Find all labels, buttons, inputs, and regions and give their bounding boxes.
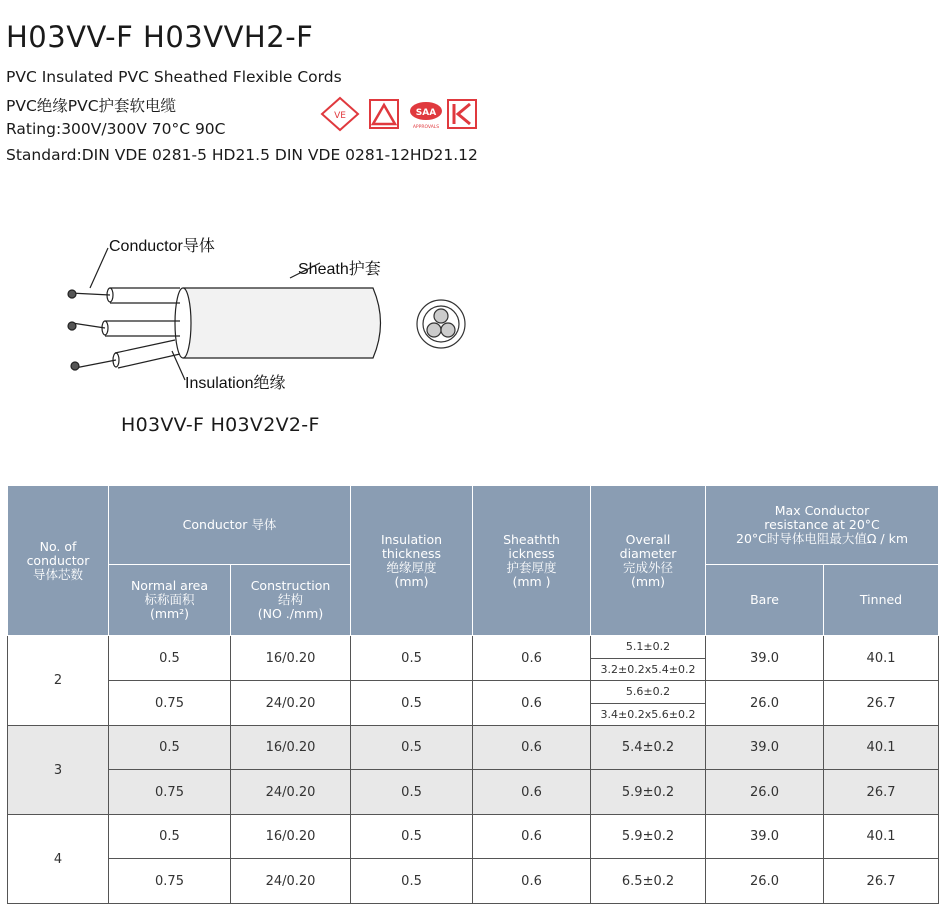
tinned-cell: 26.7 — [824, 681, 939, 726]
subtitle-chinese: PVC绝缘PVC护套软电缆 — [6, 97, 177, 115]
triangle-cert-icon — [370, 100, 398, 128]
construction-cell: 24/0.20 — [231, 859, 351, 904]
saa-cert-icon — [410, 102, 442, 130]
svg-text:VE: VE — [334, 111, 346, 121]
construction-cell: 16/0.20 — [231, 815, 351, 859]
tinned-cell: 40.1 — [824, 726, 939, 770]
cable-cross-section-icon — [417, 300, 465, 348]
insulation-cell: 0.5 — [351, 636, 473, 681]
table-row — [8, 681, 939, 726]
area-cell: 0.5 — [109, 636, 231, 681]
diameter-cell: 5.9±0.2 — [591, 770, 706, 815]
tinned-cell: 26.7 — [824, 770, 939, 815]
diameter-cell: 5.1±0.2 3.2±0.2x5.4±0.2 — [591, 636, 706, 681]
col-header-diameter: Overall diameter 完成外径 (mm) — [591, 486, 706, 636]
construction-cell: 16/0.20 — [231, 726, 351, 770]
col-header-construction: Construction 结构 (NO ./mm) — [231, 565, 351, 636]
sheath-cell: 0.6 — [473, 770, 591, 815]
bare-cell: 26.0 — [706, 681, 824, 726]
table-row — [8, 859, 939, 904]
bare-cell: 39.0 — [706, 636, 824, 681]
diameter-cell: 5.9±0.2 — [591, 815, 706, 859]
area-cell: 0.5 — [109, 726, 231, 770]
subtitle-english: PVC Insulated PVC Sheathed Flexible Cords — [6, 68, 342, 86]
svg-text:SAA: SAA — [415, 108, 437, 118]
sheath-cell: 0.6 — [473, 636, 591, 681]
page-title: H03VV-F H03VVH2-F — [6, 20, 314, 54]
sheath-cell: 0.6 — [473, 681, 591, 726]
tinned-cell: 40.1 — [824, 815, 939, 859]
col-header-bare: Bare — [706, 565, 824, 636]
table-row — [8, 636, 939, 681]
construction-cell: 24/0.20 — [231, 681, 351, 726]
tinned-cell: 26.7 — [824, 859, 939, 904]
bare-cell: 26.0 — [706, 859, 824, 904]
col-header-resistance: Max Conductor resistance at 20°C 20°C时导体电阻最大值Ω / km — [706, 486, 939, 565]
col-header-area: Normal area 标称面积 (mm²) — [109, 565, 231, 636]
table-row — [8, 815, 939, 859]
diameter-cell: 5.6±0.2 3.4±0.2x5.6±0.2 — [591, 681, 706, 726]
conductor-label: Conductor导体 — [109, 238, 215, 255]
col-header-cores: No. of conductor 导体芯数 — [8, 486, 109, 636]
insulation-cell: 0.5 — [351, 726, 473, 770]
sheath-label: Sheath护套 — [298, 261, 381, 278]
area-cell: 0.75 — [109, 770, 231, 815]
certification-logos — [320, 94, 490, 136]
col-header-tinned: Tinned — [824, 565, 939, 636]
kc-cert-icon — [448, 100, 476, 128]
diameter-cell: 5.4±0.2 — [591, 726, 706, 770]
cores-cell: 2 — [8, 636, 109, 726]
area-cell: 0.5 — [109, 815, 231, 859]
insulation-cell: 0.5 — [351, 770, 473, 815]
insulation-label: Insulation绝缘 — [185, 375, 286, 392]
table-row — [8, 726, 939, 770]
construction-cell: 24/0.20 — [231, 770, 351, 815]
diameter-cell: 6.5±0.2 — [591, 859, 706, 904]
area-cell: 0.75 — [109, 681, 231, 726]
svg-text:APPROVALS: APPROVALS — [412, 125, 440, 130]
bare-cell: 26.0 — [706, 770, 824, 815]
vde-cert-icon — [322, 98, 358, 130]
insulation-cell: 0.5 — [351, 681, 473, 726]
cores-cell: 3 — [8, 726, 109, 815]
sheath-cell: 0.6 — [473, 815, 591, 859]
rating-text: Rating:300V/300V 70°C 90C — [6, 120, 226, 138]
bare-cell: 39.0 — [706, 815, 824, 859]
tinned-cell: 40.1 — [824, 636, 939, 681]
col-header-insulation: Insulation thickness 绝缘厚度 (mm) — [351, 486, 473, 636]
table-row — [8, 770, 939, 815]
standard-text: Standard:DIN VDE 0281-5 HD21.5 DIN VDE 0281-12HD21.12 — [6, 146, 478, 164]
bare-cell: 39.0 — [706, 726, 824, 770]
diagram-caption: H03VV-F H03V2V2-F — [121, 414, 320, 436]
area-cell: 0.75 — [109, 859, 231, 904]
insulation-cell: 0.5 — [351, 859, 473, 904]
col-header-conductor: Conductor 导体 — [109, 486, 351, 565]
sheath-cell: 0.6 — [473, 859, 591, 904]
col-header-sheath: Sheathth ickness 护套厚度 (mm ) — [473, 486, 591, 636]
insulation-cell: 0.5 — [351, 815, 473, 859]
cores-cell: 4 — [8, 815, 109, 904]
specification-table — [7, 485, 939, 904]
sheath-cell: 0.6 — [473, 726, 591, 770]
construction-cell: 16/0.20 — [231, 636, 351, 681]
